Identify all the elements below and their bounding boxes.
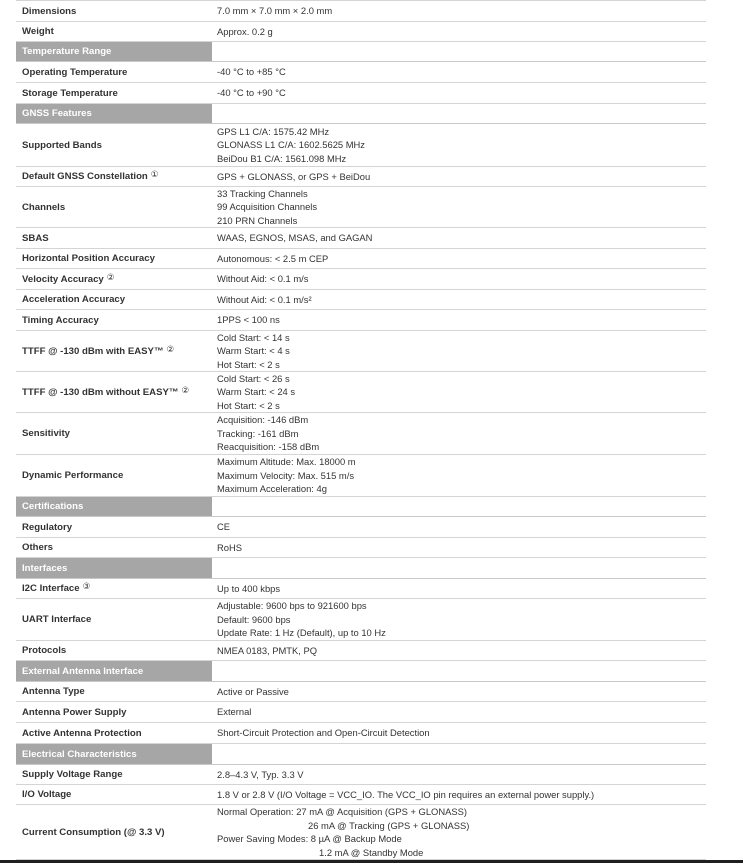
- value-line: Cold Start: < 26 s: [217, 372, 290, 384]
- section-title: [16, 497, 212, 516]
- value-line: Default: 9600 bps: [217, 613, 291, 625]
- section-value-empty: [212, 104, 706, 123]
- spec-value: [212, 723, 706, 743]
- label-text: GNSS Features: [22, 108, 92, 119]
- value-line: Adjustable: 9600 bps to 921600 bps: [217, 600, 367, 612]
- label-text: Velocity Accuracy: [22, 273, 104, 285]
- value-line: Warm Start: < 4 s: [217, 345, 290, 357]
- label-text: Operating Temperature: [22, 66, 128, 78]
- footnote-marker: ②: [106, 271, 115, 282]
- section-title: [16, 744, 212, 764]
- spec-label: [16, 413, 212, 454]
- value-line: Reacquisition: -158 dBm: [217, 441, 320, 453]
- spec-row: [16, 249, 706, 269]
- spec-label: [16, 83, 212, 103]
- spec-value: [212, 124, 706, 166]
- label-text: UART Interface: [22, 614, 92, 625]
- value-line: 33 Tracking Channels: [217, 187, 308, 199]
- spec-row: [16, 187, 706, 228]
- label-text: Weight: [22, 26, 54, 37]
- label-text: TTFF @ -130 dBm without EASY™: [22, 386, 179, 398]
- spec-value: [212, 228, 706, 248]
- label-text: Acceleration Accuracy: [22, 294, 126, 305]
- value-line: -40 °C to +85 °C: [217, 66, 286, 78]
- spec-row: [16, 124, 706, 167]
- label-text: Storage Temperature: [22, 87, 118, 99]
- value-line: 2.8–4.3 V, Typ. 3.3 V: [217, 768, 304, 780]
- section-header-row: [16, 42, 706, 62]
- spec-row: [16, 517, 706, 538]
- spec-label: [16, 723, 212, 743]
- label-text: Horizontal Position Accuracy: [22, 253, 155, 264]
- label-text: Others: [22, 542, 53, 553]
- spec-label: [16, 579, 212, 598]
- spec-value: [212, 22, 706, 41]
- value-line: WAAS, EGNOS, MSAS, and GAGAN: [217, 232, 373, 244]
- spec-label: [16, 124, 212, 166]
- spec-row: [16, 599, 706, 641]
- spec-label: [16, 269, 212, 289]
- value-line: GPS + GLONASS, or GPS + BeiDou: [217, 170, 371, 182]
- spec-value: [212, 62, 706, 82]
- value-line: 210 PRN Channels: [217, 214, 298, 226]
- label-text: Electrical Characteristics: [22, 748, 137, 760]
- value-line: CE: [217, 521, 231, 533]
- value-line: BeiDou B1 C/A: 1561.098 MHz: [217, 152, 347, 164]
- spec-row: [16, 167, 706, 187]
- label-text: Temperature Range: [22, 46, 112, 57]
- section-header-row: [16, 744, 706, 765]
- spec-row: [16, 641, 706, 661]
- value-line: -40 °C to +90 °C: [217, 87, 286, 99]
- spec-row: [16, 83, 706, 104]
- spec-row: [16, 269, 706, 290]
- value-line: Without Aid: < 0.1 m/s²: [217, 293, 312, 305]
- label-text: Certifications: [22, 501, 84, 512]
- spec-value: [212, 455, 706, 496]
- value-line: Without Aid: < 0.1 m/s: [217, 273, 309, 285]
- value-line: Maximum Velocity: Max. 515 m/s: [217, 469, 355, 481]
- spec-label: [16, 455, 212, 496]
- spec-row: [16, 22, 706, 42]
- spec-label: [16, 1, 212, 21]
- label-text: Supply Voltage Range: [22, 769, 123, 780]
- spec-row: [16, 290, 706, 310]
- spec-value: [212, 310, 706, 330]
- section-value-empty: [212, 42, 706, 61]
- value-line: RoHS: [217, 541, 243, 553]
- spec-value: [212, 785, 706, 804]
- label-text: Antenna Power Supply: [22, 706, 127, 718]
- label-text: External Antenna Interface: [22, 665, 144, 677]
- spec-value: [212, 641, 706, 660]
- value-line: Power Saving Modes: 8 µA @ Backup Mode: [217, 833, 402, 844]
- spec-label: [16, 805, 212, 859]
- spec-value: [212, 805, 706, 859]
- value-line: Tracking: -161 dBm: [217, 427, 299, 439]
- spec-row: [16, 805, 706, 860]
- spec-value: [212, 579, 706, 598]
- spec-row: [16, 62, 706, 83]
- spec-value: [212, 331, 706, 371]
- spec-label: [16, 682, 212, 701]
- spec-value: [212, 372, 706, 412]
- spec-label: [16, 599, 212, 640]
- spec-value: [212, 83, 706, 103]
- spec-row: [16, 0, 706, 22]
- spec-value: [212, 682, 706, 701]
- footnote-marker: ②: [181, 384, 190, 395]
- spec-row: [16, 785, 706, 805]
- spec-value: [212, 290, 706, 309]
- spec-label: [16, 538, 212, 557]
- spec-row: [16, 538, 706, 558]
- section-value-empty: [212, 661, 706, 681]
- value-line: Short-Circuit Protection and Open-Circuit Detection: [217, 727, 430, 739]
- footnote-marker: ②: [166, 343, 175, 354]
- label-text: Dimensions: [22, 5, 77, 17]
- value-line: Hot Start: < 2 s: [217, 358, 280, 370]
- value-line: Up to 400 kbps: [217, 582, 281, 594]
- section-title: [16, 42, 212, 61]
- section-header-row: [16, 558, 706, 579]
- label-text: Dynamic Performance: [22, 470, 124, 481]
- label-text: I2C Interface: [22, 583, 80, 594]
- value-line: Approx. 0.2 g: [217, 25, 273, 37]
- section-header-row: [16, 497, 706, 517]
- value-line: Cold Start: < 14 s: [217, 331, 290, 343]
- section-value-empty: [212, 558, 706, 578]
- spec-value: [212, 413, 706, 454]
- label-text: Regulatory: [22, 521, 73, 533]
- value-line: Autonomous: < 2.5 m CEP: [217, 252, 329, 264]
- value-line: GPS L1 C/A: 1575.42 MHz: [217, 125, 330, 137]
- label-text: Default GNSS Constellation: [22, 171, 148, 182]
- spec-row: [16, 723, 706, 744]
- spec-label: [16, 310, 212, 330]
- spec-row: [16, 455, 706, 497]
- value-line: Maximum Altitude: Max. 18000 m: [217, 456, 356, 468]
- spec-row: [16, 331, 706, 372]
- spec-value: [212, 702, 706, 722]
- value-line: Normal Operation: 27 mA @ Acquisition (GPS + GLONASS): [217, 806, 467, 817]
- label-text: Interfaces: [22, 562, 68, 574]
- spec-value: [212, 765, 706, 784]
- label-text: Protocols: [22, 645, 67, 656]
- spec-label: [16, 22, 212, 41]
- spec-value: [212, 187, 706, 227]
- value-line: Maximum Acceleration: 4g: [217, 483, 327, 495]
- spec-label: [16, 228, 212, 248]
- spec-label: [16, 290, 212, 309]
- spec-row: [16, 702, 706, 723]
- label-text: Sensitivity: [22, 428, 70, 439]
- spec-label: [16, 249, 212, 268]
- spec-label: [16, 167, 212, 186]
- spec-label: [16, 641, 212, 660]
- spec-row: [16, 310, 706, 331]
- footnote-marker: ③: [82, 581, 91, 591]
- spec-row: [16, 413, 706, 455]
- spec-row: [16, 228, 706, 249]
- spec-row: [16, 682, 706, 702]
- label-text: Supported Bands: [22, 139, 102, 151]
- value-line: Update Rate: 1 Hz (Default), up to 10 Hz: [217, 627, 386, 639]
- section-header-row: [16, 104, 706, 124]
- value-line: 7.0 mm × 7.0 mm × 2.0 mm: [217, 5, 333, 17]
- label-text: Channels: [22, 201, 66, 213]
- spec-label: [16, 62, 212, 82]
- spec-label: [16, 517, 212, 537]
- spec-label: [16, 187, 212, 227]
- spec-value: [212, 517, 706, 537]
- spec-table: [16, 0, 706, 860]
- value-line: Active or Passive: [217, 685, 289, 697]
- section-title: [16, 104, 212, 123]
- label-text: Current Consumption (@ 3.3 V): [22, 826, 165, 838]
- label-text: Timing Accuracy: [22, 314, 99, 326]
- footnote-marker: ①: [150, 169, 159, 179]
- label-text: TTFF @ -130 dBm with EASY™: [22, 345, 164, 357]
- spec-label: [16, 785, 212, 804]
- spec-row: [16, 765, 706, 785]
- section-header-row: [16, 661, 706, 682]
- value-line: 1PPS < 100 ns: [217, 314, 280, 326]
- spec-value: [212, 538, 706, 557]
- value-line: Hot Start: < 2 s: [217, 399, 280, 411]
- section-value-empty: [212, 744, 706, 764]
- spec-label: [16, 331, 212, 371]
- value-line: 99 Acquisition Channels: [217, 201, 318, 213]
- spec-row: [16, 579, 706, 599]
- spec-row: [16, 372, 706, 413]
- spec-value: [212, 249, 706, 268]
- section-title: [16, 558, 212, 578]
- spec-label: [16, 702, 212, 722]
- spec-value: [212, 599, 706, 640]
- label-text: Antenna Type: [22, 686, 85, 697]
- value-line: 1.8 V or 2.8 V (I/O Voltage = VCC_IO. The VCC_IO pin requires an external power supply.): [217, 788, 595, 800]
- spec-value: [212, 167, 706, 186]
- value-line: NMEA 0183, PMTK, PQ: [217, 644, 318, 656]
- value-line: External: [217, 706, 252, 718]
- label-text: I/O Voltage: [22, 789, 72, 800]
- value-line: 1.2 mA @ Standby Mode: [319, 846, 424, 858]
- spec-value: [212, 1, 706, 21]
- label-text: SBAS: [22, 232, 49, 244]
- label-text: Active Antenna Protection: [22, 727, 142, 739]
- section-title: [16, 661, 212, 681]
- value-line: Acquisition: -146 dBm: [217, 414, 309, 426]
- spec-value: [212, 269, 706, 289]
- value-line: GLONASS L1 C/A: 1602.5625 MHz: [217, 139, 365, 151]
- value-line: Warm Start: < 24 s: [217, 386, 296, 398]
- spec-label: [16, 765, 212, 784]
- section-value-empty: [212, 497, 706, 516]
- spec-label: [16, 372, 212, 412]
- value-line: 26 mA @ Tracking (GPS + GLONASS): [308, 819, 470, 831]
